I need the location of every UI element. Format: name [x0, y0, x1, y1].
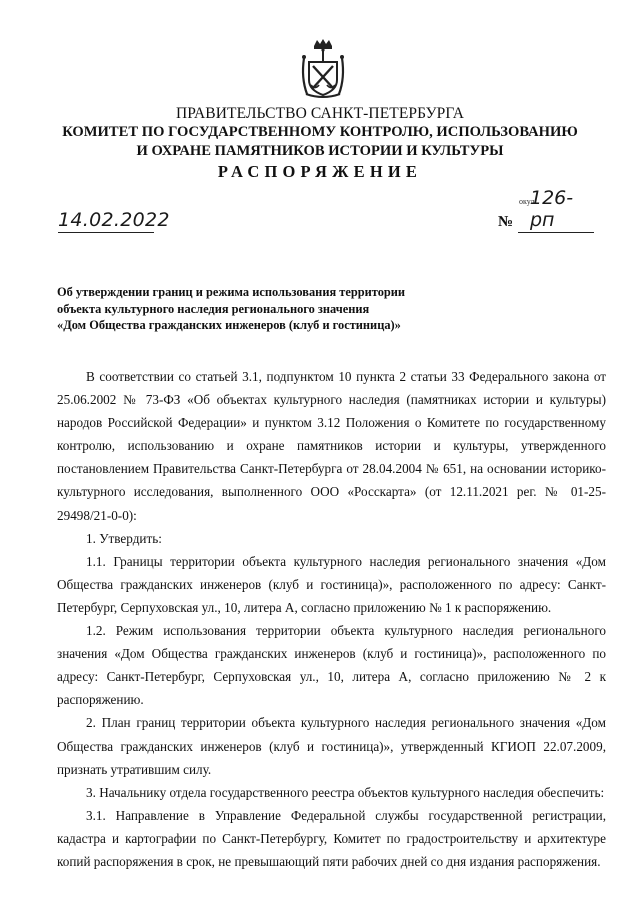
number-sign: № [498, 214, 514, 230]
document-type-title: РАСПОРЯЖЕНИЕ [217, 162, 423, 181]
document-date-field [58, 206, 170, 233]
document-number: 126-рп [530, 187, 574, 231]
subject-line-2: объекта культурного наследия регионального значения [57, 301, 370, 316]
item-1-2: 1.2. Режим использования территории объекта культурного наследия регионального значения «Дом Общества гражданских инженеров (клуб и гостиница)», расположенного по адресу: Санкт-Петербург, Серпуховская ул., 10, литера А, согласно приложению № 2 к распоряжению. [57, 623, 606, 708]
item-1: 1. Утвердить: [86, 530, 162, 546]
document-body [57, 365, 606, 873]
registry-stamp: окул [519, 197, 535, 206]
item-1-1: 1.1. Границы территории объекта культурного наследия регионального значения «Дом Общества гражданских инженеров (клуб и гостиница)», расположенного по адресу: Санкт-Петербург, Серпуховская ул., 10, литера А, согласно приложению № 1 к распоряжению. [57, 553, 606, 615]
preamble-paragraph: В соответствии со статьей 3.1, подпунктом 10 пункта 2 статьи 33 Федерального закона от 25.06.2002 № 73-ФЗ «Об объектах культурного наследия (памятниках истории и культуры) народов Российской Федерации» и пунктом 3.12 Положения о Комитете по государственному контролю, использованию и охране памятников истории и культуры, утвержденного постановлением Правительства Санкт-Петербурга от 28.04.2004 № 651, на основании историко-культурного исследования, выполненного ООО «Росскарта» (от 12.11.2021 рег. № 01-25-29498/21-0-0): [57, 369, 606, 523]
document-subject [57, 284, 457, 334]
committee-name-line-1: КОМИТЕТ ПО ГОСУДАРСТВЕННОМУ КОНТРОЛЮ, ИСПОЛЬЗОВАНИЮ [62, 124, 578, 140]
subject-line-3: «Дом Общества гражданских инженеров (клуб и гостиница)» [57, 318, 401, 332]
item-3: 3. Начальнику отдела государственного реестра объектов культурного наследия обеспечить: [86, 784, 605, 800]
saint-petersburg-coat-of-arms-icon [298, 38, 348, 100]
government-name: ПРАВИТЕЛЬСТВО САНКТ-ПЕТЕРБУРГА [175, 105, 465, 122]
subject-line-1: Об утверждении границ и режима использования территории [57, 285, 406, 299]
document-date: 14.02.2022 [58, 209, 170, 231]
item-2: 2. План границ территории объекта культурного наследия регионального значения «Дом Общества гражданских инженеров (клуб и гостиница)», утвержденный КГИОП 22.07.2009, признать утратившим силу. [57, 715, 606, 777]
committee-name-line-2: И ОХРАНЕ ПАМЯТНИКОВ ИСТОРИИ И КУЛЬТУРЫ [136, 143, 504, 159]
item-3-1: 3.1. Направление в Управление Федеральной службы государственной регистрации, кадастра и картографии по Санкт-Петербургу, Комитет по градостроительству и архитектуре копий распоряжения в срок, не превышающий пяти рабочих дней со дня издания распоряжения. [57, 807, 606, 869]
